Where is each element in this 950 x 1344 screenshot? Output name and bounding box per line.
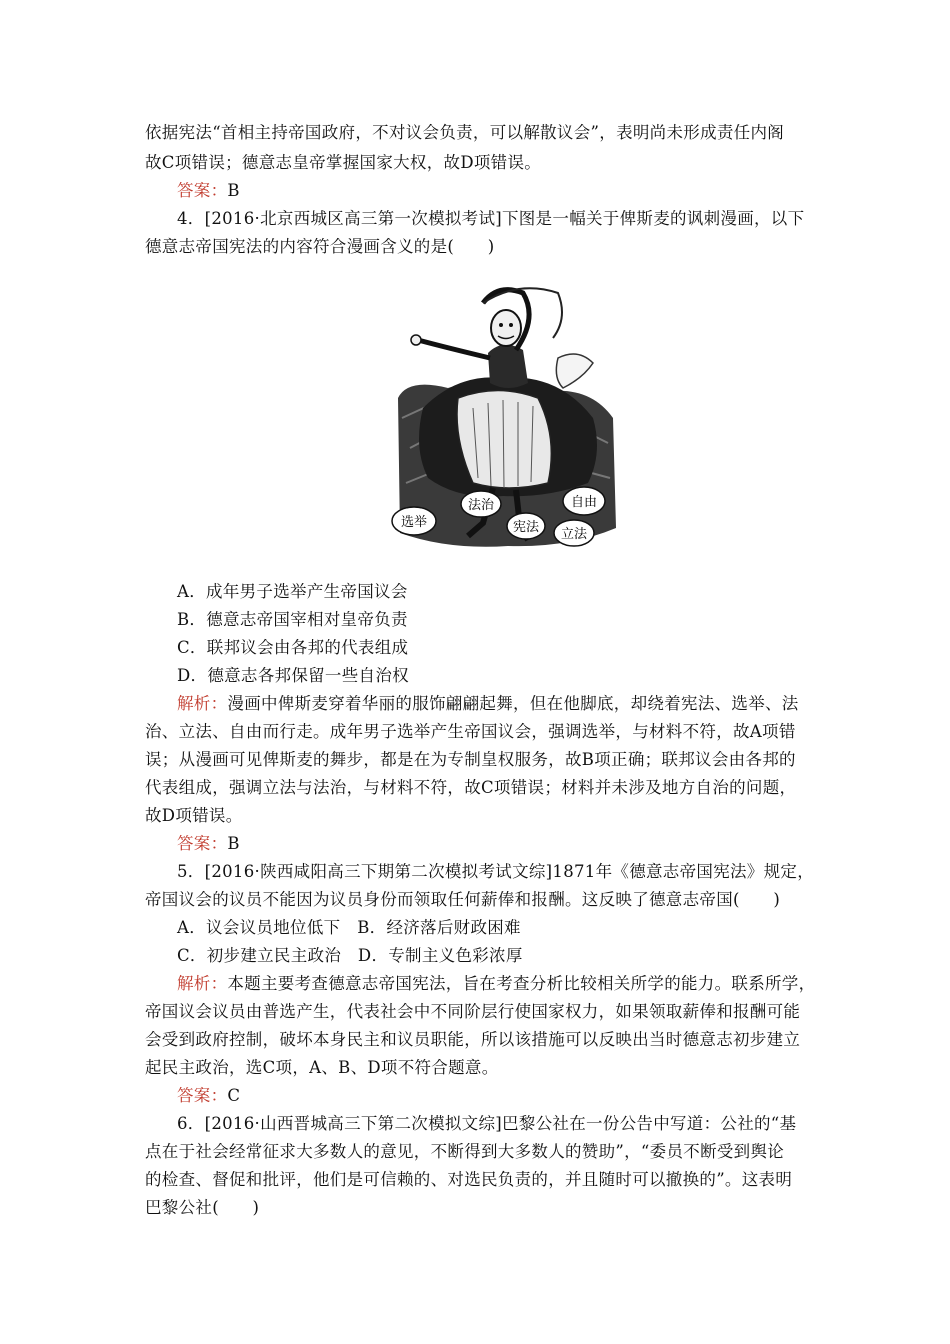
answer-line xyxy=(177,177,857,205)
question-4-stem: 4．[2016·北京西城区高三第一次模拟考试]下图是一幅关于俾斯麦的讽刺漫画，以下 xyxy=(177,209,805,228)
answer-value: B xyxy=(227,834,240,853)
analysis-line: 故D项错误。 xyxy=(145,806,243,825)
cartoon-label: 宪法 xyxy=(512,520,540,535)
answer-value: C xyxy=(227,1086,241,1105)
option-b: B．德意志帝国宰相对皇帝负责 xyxy=(177,610,408,629)
option-d: D．德意志各邦保留一些自治权 xyxy=(177,666,409,685)
analysis-text: 漫画中俾斯麦穿着华丽的服饰翩翩起舞，但在他脚底，却绕着宪法、选举、法 xyxy=(227,694,799,713)
analysis-line: 会受到政府控制，破坏本身民主和议员职能，所以该措施可以反映出当时德意志初步建立 xyxy=(145,1030,801,1049)
analysis-line xyxy=(177,970,857,998)
cartoon-label: 法治 xyxy=(467,498,495,513)
answer-line xyxy=(177,1082,857,1110)
answer-value: B xyxy=(227,181,240,200)
option-c: C．联邦议会由各邦的代表组成 xyxy=(177,638,409,657)
analysis-label: 解析： xyxy=(177,694,228,713)
analysis-line: 帝国议会议员由普选产生，代表社会中不同阶层行使国家权力，如果领取薪俸和报酬可能 xyxy=(145,1002,801,1021)
analysis-text: 本题主要考查德意志帝国宪法，旨在考查分析比较相关所学的能力。联系所学， xyxy=(227,974,816,993)
text-line: 故C项错误；德意志皇帝掌握国家大权，故D项错误。 xyxy=(145,153,542,172)
answer-label: 答案： xyxy=(177,181,228,200)
question-4-stem-cont: 德意志帝国宪法的内容符合漫画含义的是( ) xyxy=(145,237,495,256)
analysis-label: 解析： xyxy=(177,974,228,993)
answer-line xyxy=(177,830,857,858)
question-5-stem-cont: 帝国议会的议员不能因为议员身份而领取任何薪俸和报酬。这反映了德意志帝国( ) xyxy=(145,890,781,909)
option-a: A．成年男子选举产生帝国议会 xyxy=(177,582,408,601)
options-row: C．初步建立民主政治 D．专制主义色彩浓厚 xyxy=(177,946,523,965)
bismarck-cartoon-image xyxy=(388,278,618,553)
cartoon-label: 自由 xyxy=(570,495,598,510)
cartoon-label: 立法 xyxy=(560,527,588,542)
answer-label: 答案： xyxy=(177,1086,228,1105)
question-6-stem: 6．[2016·山西晋城高三下第二次模拟文综]巴黎公社在一份公告中写道：公社的“基 xyxy=(177,1114,797,1133)
options-row: A．议会议员地位低下 B．经济落后财政困难 xyxy=(177,918,521,937)
cartoon-label: 选举 xyxy=(400,515,428,530)
question-6-stem-cont: 巴黎公社( ) xyxy=(145,1198,260,1217)
analysis-line: 代表组成，强调立法与法治，与材料不符，故C项错误；材料并未涉及地方自治的问题， xyxy=(145,778,797,797)
text-line: 依据宪法“首相主持帝国政府，不对议会负责，可以解散议会”，表明尚未形成责任内阁 xyxy=(145,123,785,142)
analysis-line: 治、立法、自由而行走。成年男子选举产生帝国议会，强调选举，与材料不符，故A项错 xyxy=(145,722,796,741)
analysis-line: 起民主政治，选C项，A、B、D项不符合题意。 xyxy=(145,1058,499,1077)
question-6-stem-cont: 的检查、督促和批评，他们是可信赖的、对选民负责的，并且随时可以撤换的”。这表明 xyxy=(145,1170,793,1189)
question-5-stem: 5．[2016·陕西咸阳高三下期第二次模拟考试文综]1871年《德意志帝国宪法》规定， xyxy=(177,862,814,881)
analysis-line xyxy=(177,690,857,718)
analysis-line: 误；从漫画可见俾斯麦的舞步，都是在为专制皇权服务，故B项正确；联邦议会由各邦的 xyxy=(145,750,796,769)
answer-label: 答案： xyxy=(177,834,228,853)
question-6-stem-cont: 点在于社会经常征求大多数人的意见，不断得到大多数人的赞助”，“委员不断受到舆论 xyxy=(145,1142,785,1161)
